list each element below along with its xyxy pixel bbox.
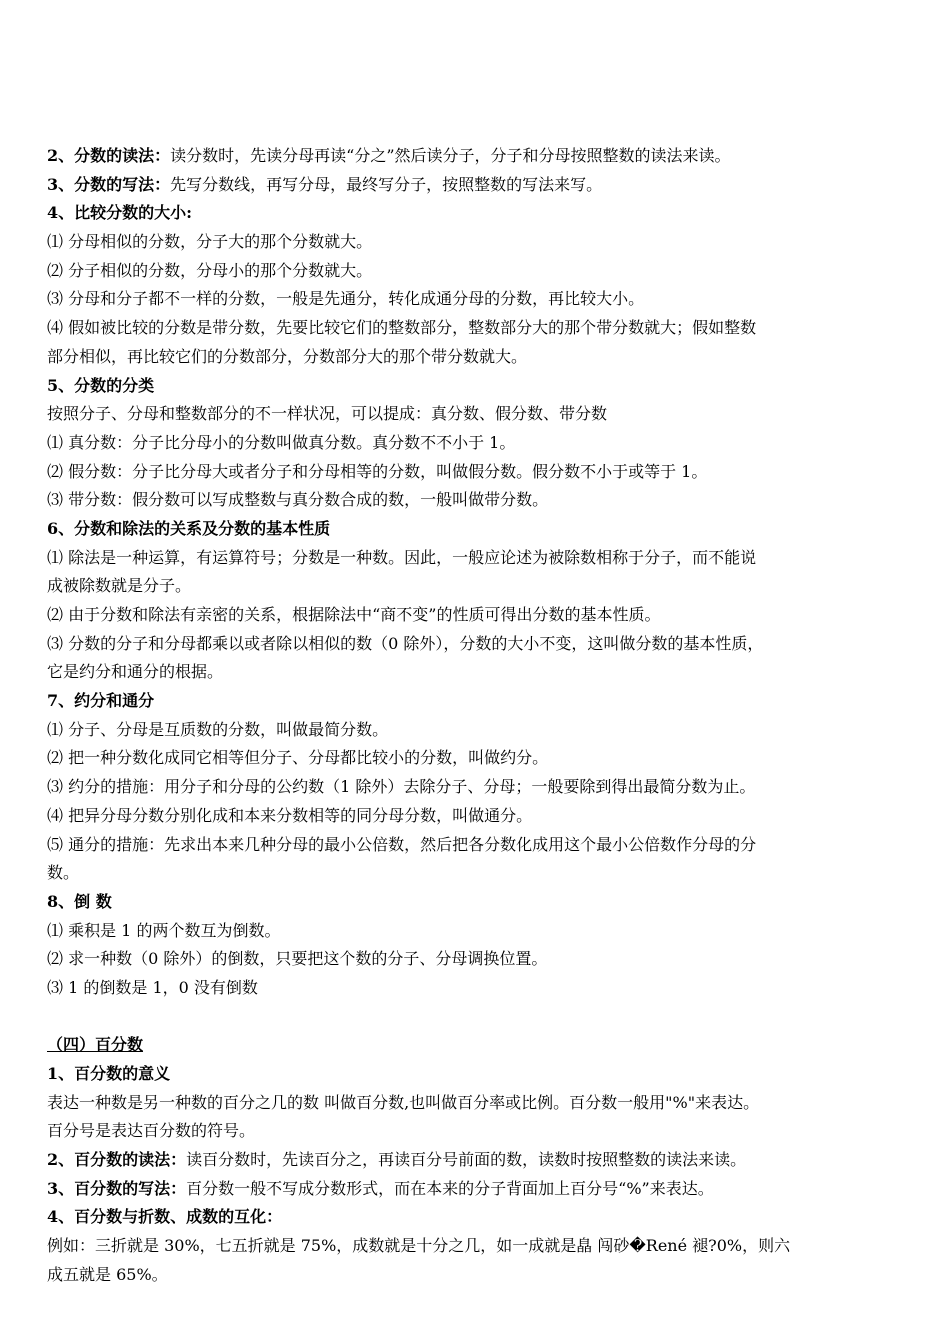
- text-line: [47, 1232, 915, 1261]
- item-heading: 2、分数的读法：: [47, 146, 171, 165]
- item-text: 它是约分和通分的根据。: [47, 662, 224, 682]
- item-text: ⑷ 假如被比较的分数是带分数，先要比较它们的整数部分，整数部分大的那个带分数就大；假如整数: [47, 318, 757, 338]
- item-heading: 6、分数和除法的关系及分数的基本性质: [47, 518, 331, 538]
- item-heading: 5、分数的分类: [47, 375, 155, 395]
- item-text: 成五就是 65%。: [47, 1264, 168, 1284]
- text-line: [47, 343, 915, 372]
- item-text: 数。: [47, 863, 80, 883]
- text-line: [47, 1117, 915, 1146]
- item-heading: 3、分数的写法：: [47, 174, 171, 194]
- text-line: [47, 630, 915, 659]
- text-line: [47, 1146, 915, 1175]
- text-line: [47, 687, 915, 716]
- text-line: [47, 142, 915, 171]
- text-line: [47, 429, 915, 458]
- text-line: [47, 1031, 915, 1060]
- text-line: [47, 917, 915, 946]
- text-line: [47, 974, 915, 1003]
- text-line: [47, 458, 915, 487]
- text-line: [47, 1261, 915, 1290]
- item-text: 部分相似，再比较它们的分数部分，分数部分大的那个带分数就大。: [47, 346, 528, 366]
- text-line: [47, 859, 915, 888]
- blank-line: [47, 1003, 915, 1032]
- text-line: [47, 658, 915, 687]
- item-text: 成被除数就是分子。: [47, 576, 192, 596]
- item-text: ⑶ 带分数：假分数可以写成整数与真分数合成的数，一般叫做带分数。: [47, 490, 549, 510]
- item-text: ⑵ 假分数：分子比分母大或者分子和分母相等的分数，叫做假分数。假分数不小于或等于 1。: [47, 461, 708, 481]
- text-line: [47, 945, 915, 974]
- text-line: [47, 888, 915, 917]
- item-text: ⑵ 求一种数（0 除外）的倒数，只要把这个数的分子、分母调换位置。: [47, 949, 548, 969]
- item-text: ⑵ 把一种分数化成同它相等但分子、分母都比较小的分数，叫做约分。: [47, 748, 549, 768]
- text-line: [47, 1060, 915, 1089]
- item-heading: 8、倒 数: [47, 891, 112, 911]
- item-heading: 2、百分数的读法：: [47, 1150, 187, 1170]
- item-heading: 3、百分数的写法：: [47, 1178, 187, 1198]
- item-text: 读分数时，先读分母再读“分之”然后读分子，分子和分母按照整数的读法来读。: [170, 146, 731, 165]
- item-text: ⑶ 1 的倒数是 1，0 没有倒数: [47, 977, 258, 997]
- item-text: ⑶ 分数的分子和分母都乘以或者除以相似的数（0 除外），分数的大小不变，这叫做分数的基本性质，: [47, 633, 764, 653]
- item-text: 读百分数时，先读百分之，再读百分号前面的数，读数时按照整数的读法来读。: [186, 1150, 747, 1170]
- text-line: [47, 773, 915, 802]
- item-text: ⑴ 乘积是 1 的两个数互为倒数。: [47, 920, 281, 940]
- text-line: [47, 831, 915, 860]
- item-text: ⑴ 分母相似的分数，分子大的那个分数就大。: [47, 232, 373, 252]
- text-line: [47, 171, 915, 200]
- text-line: [47, 544, 915, 573]
- item-text: 表达一种数是另一种数的百分之几的数 叫做百分数,也叫做百分率或比例。百分数一般用"%"来表达。: [47, 1092, 760, 1112]
- item-text: ⑷ 把异分母分数分别化成和本来分数相等的同分母分数，叫做通分。: [47, 805, 533, 825]
- text-line: [47, 572, 915, 601]
- item-text: 例如：三折就是 30%，七五折就是 75%，成数就是十分之几，如一成就是皛 闯砂�René 褪?0%，则六: [47, 1236, 791, 1256]
- text-line: [47, 372, 915, 401]
- item-text: ⑴ 除法是一种运算，有运算符号；分数是一种数。因此，一般应论述为被除数相称于分子，而不能说: [47, 547, 757, 567]
- item-text: ⑸ 通分的措施：先求出本来几种分母的最小公倍数，然后把各分数化成用这个最小公倍数作分母的分: [47, 834, 757, 854]
- text-line: [47, 486, 915, 515]
- item-text: ⑵ 分子相似的分数，分母小的那个分数就大。: [47, 260, 373, 280]
- text-line: [47, 744, 915, 773]
- text-line: [47, 199, 915, 228]
- text-line: [47, 400, 915, 429]
- item-text: ⑶ 约分的措施：用分子和分母的公约数（1 除外）去除分子、分母；一般要除到得出最简分数为止。: [47, 777, 756, 797]
- text-line: [47, 1175, 915, 1204]
- item-text: ⑵ 由于分数和除法有亲密的关系，根据除法中“商不变”的性质可得出分数的基本性质。: [47, 605, 661, 624]
- item-text: 百分号是表达百分数的符号。: [47, 1121, 256, 1141]
- text-line: [47, 1089, 915, 1118]
- text-line: [47, 285, 915, 314]
- text-line: [47, 802, 915, 831]
- item-text: ⑴ 真分数：分子比分母小的分数叫做真分数。真分数不不小于 1。: [47, 432, 516, 452]
- text-line: [47, 257, 915, 286]
- text-line: [47, 601, 915, 630]
- item-text: 百分数一般不写成分数形式，而在本来的分子背面加上百分号“%”来表达。: [186, 1178, 714, 1198]
- item-text: 先写分数线，再写分母，最终写分子，按照整数的写法来写。: [170, 174, 603, 194]
- item-text: ⑴ 分子、分母是互质数的分数，叫做最简分数。: [47, 719, 389, 739]
- item-heading: 4、比较分数的大小:: [47, 203, 193, 223]
- item-heading: 7、约分和通分: [47, 691, 155, 711]
- text-line: [47, 716, 915, 745]
- document-body: [47, 142, 915, 1290]
- text-line: [47, 515, 915, 544]
- section-heading: （四）百分数: [47, 1035, 144, 1055]
- item-text: ⑶ 分母和分子都不一样的分数，一般是先通分，转化成通分母的分数，再比较大小。: [47, 289, 645, 309]
- item-text: 按照分子、分母和整数部分的不一样状况，可以提成：真分数、假分数、带分数: [47, 404, 608, 424]
- text-line: [47, 1203, 915, 1232]
- item-heading: 1、百分数的意义: [47, 1064, 171, 1083]
- item-heading: 4、百分数与折数、成数的互化：: [47, 1207, 283, 1227]
- text-line: [47, 314, 915, 343]
- text-line: [47, 228, 915, 257]
